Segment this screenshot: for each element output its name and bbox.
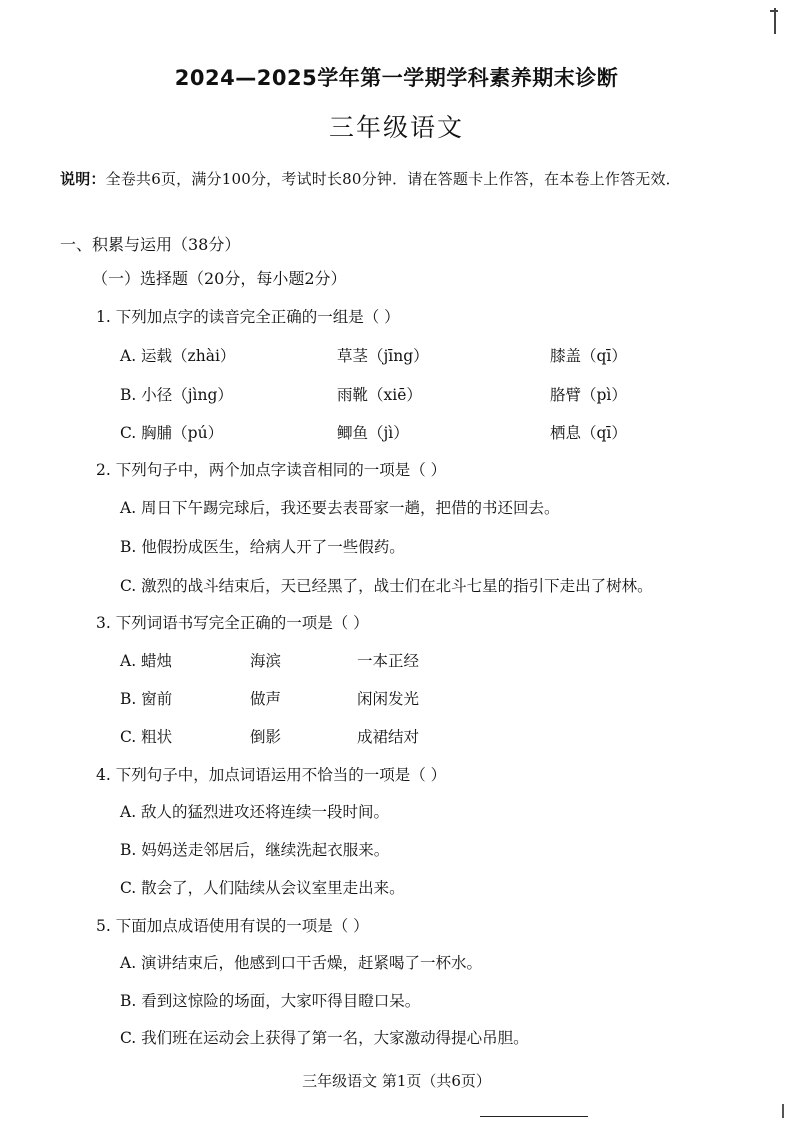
q1-option: 鲫鱼（jì） (337, 424, 409, 442)
question-4-stem: 4. 下列句子中，加点词语运用不恰当的一项是（ ） (96, 766, 447, 784)
q2-option: A. 周日下午踢完球后，我还要去表哥家一趟，把借的书还回去。 (120, 499, 560, 517)
q2-option: B. 他假扮成医生，给病人开了一些假药。 (120, 538, 405, 556)
q3-option: 海滨 (250, 652, 282, 670)
q1-option: 草茎（jīng） (337, 347, 429, 365)
q1-option: 胳臂（pì） (550, 386, 627, 404)
q5-option: A. 演讲结束后，他感到口干舌燥，赶紧喝了一杯水。 (120, 954, 483, 972)
q4-option: C. 散会了，人们陆续从会议室里走出来。 (120, 879, 405, 897)
page-footer: 三年级语文 第1页（共6页） (302, 1072, 491, 1090)
q3-option: C. 粗状 (120, 728, 173, 746)
q3-option: 闲闲发光 (357, 690, 420, 708)
instructions-text: 全卷共6页，满分100分，考试时长80分钟．请在答题卡上作答，在本卷上作答无效． (105, 170, 681, 188)
scan-corner-mark (770, 10, 778, 12)
scan-edge-mark (782, 1104, 784, 1118)
footer-rule (480, 1116, 588, 1117)
q4-option: B. 妈妈送走邻居后，继续洗起衣服来。 (120, 841, 390, 859)
instructions (60, 168, 681, 189)
q1-option: 膝盖（qī） (550, 347, 627, 365)
q3-option: 做声 (250, 690, 282, 708)
q3-option: 成裙结对 (357, 728, 420, 746)
q2-option: C. 激烈的战斗结束后，天已经黑了，战士们在北斗七星的指引下走出了树林。 (120, 577, 653, 595)
subject-title: 三年级语文 (328, 113, 464, 142)
question-2-stem: 2. 下列句子中，两个加点字读音相同的一项是（ ） (96, 461, 447, 479)
question-3-stem: 3. 下列词语书写完全正确的一项是（ ） (96, 614, 369, 632)
q1-option: 雨靴（xiē） (337, 386, 422, 404)
q1-option: A. 运载（zhài） (120, 347, 236, 365)
q5-option: B. 看到这惊险的场面，大家吓得目瞪口呆。 (120, 992, 421, 1010)
exam-title: 2024—2025学年第一学期学科素养期末诊断 (174, 66, 619, 90)
section-title: 一、积累与运用（38分） (60, 235, 241, 254)
subsection-title: （一）选择题（20分，每小题2分） (92, 269, 347, 288)
question-5-stem: 5. 下面加点成语使用有误的一项是（ ） (96, 917, 369, 935)
q4-option: A. 敌人的猛烈进攻还将连续一段时间。 (120, 803, 390, 821)
q3-option: B. 窗前 (120, 690, 173, 708)
instructions-label: 说明： (60, 170, 106, 188)
q1-option: C. 胸脯（pú） (120, 424, 224, 442)
q3-option: A. 蜡烛 (120, 652, 173, 670)
q3-option: 一本正经 (357, 652, 420, 670)
q1-option: 栖息（qī） (550, 424, 627, 442)
q3-option: 倒影 (250, 728, 282, 746)
question-1-stem: 1. 下列加点字的读音完全正确的一组是（ ） (96, 308, 400, 326)
q1-option: B. 小径（jìng） (120, 386, 233, 404)
q5-option: C. 我们班在运动会上获得了第一名，大家激动得提心吊胆。 (120, 1029, 529, 1047)
